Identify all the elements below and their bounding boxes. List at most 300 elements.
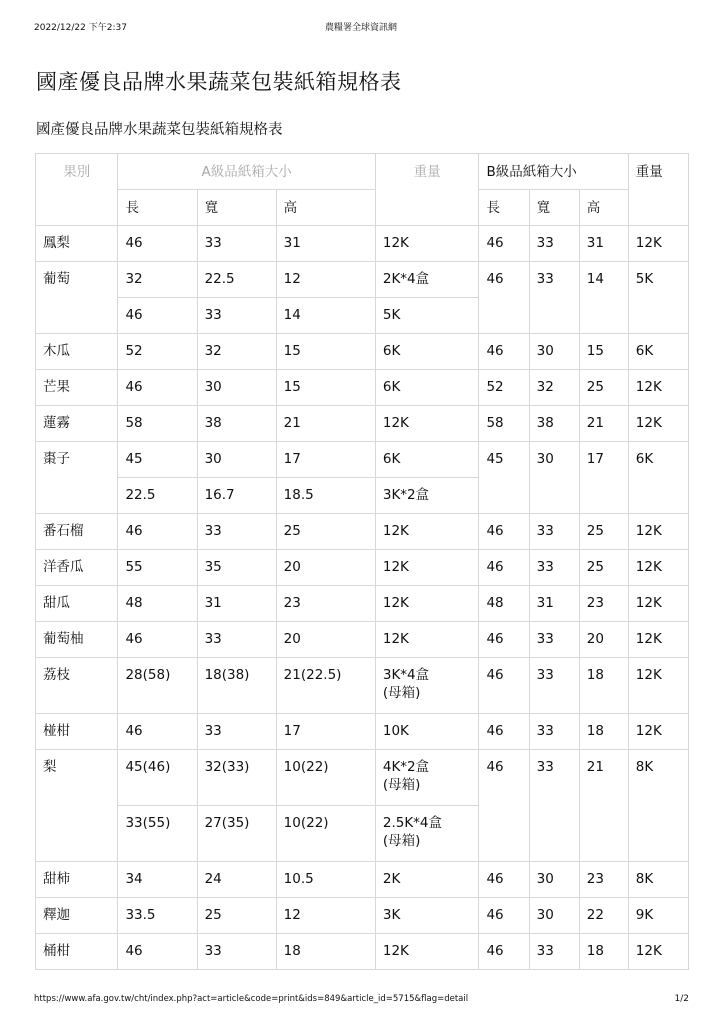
- b-width: [529, 750, 579, 862]
- fruit-name-text: 鳳梨: [43, 235, 70, 251]
- fruit-name-text: 釋迦: [43, 907, 70, 923]
- header-a-height: 高: [276, 190, 375, 226]
- a-length: [118, 262, 197, 298]
- a-width-text: 30: [204, 379, 222, 395]
- b-height-text: 18: [586, 667, 604, 683]
- a-weight-text: 12K: [382, 235, 409, 251]
- b-height-text: 17: [586, 451, 604, 467]
- a-width: [197, 622, 276, 658]
- a-width-text: 32(33): [204, 759, 250, 775]
- a-length-text: 46: [125, 307, 143, 323]
- a-height-text: 14: [283, 307, 301, 323]
- a-weight-text: 4K*2盒: [382, 759, 430, 775]
- b-width-text: 30: [536, 907, 554, 923]
- a-width: [197, 714, 276, 750]
- fruit-name: [36, 714, 118, 750]
- a-width-text: 35: [204, 559, 222, 575]
- fruit-name: [36, 262, 118, 334]
- a-width: [197, 658, 276, 714]
- a-weight-text: 12K: [382, 943, 409, 959]
- b-length-text: 52: [486, 379, 504, 395]
- b-height-text: 14: [586, 271, 604, 287]
- a-weight-text: 12K: [382, 415, 409, 431]
- b-width: [529, 862, 579, 898]
- a-width-text: 18(38): [204, 667, 250, 683]
- a-height: [276, 442, 375, 478]
- b-width: [529, 334, 579, 370]
- b-height-text: 15: [586, 343, 604, 359]
- a-width-text: 33: [204, 631, 222, 647]
- header-b-length: 長: [479, 190, 529, 226]
- a-height-text: 10(22): [283, 759, 329, 775]
- b-length: [479, 862, 529, 898]
- b-height-text: 21: [586, 415, 604, 431]
- b-length: [479, 514, 529, 550]
- a-height-text: 12: [283, 271, 301, 287]
- a-weight-text: 12K: [382, 523, 409, 539]
- b-width-text: 33: [536, 235, 554, 251]
- fruit-name-text: 番石榴: [43, 523, 84, 539]
- b-width-text: 30: [536, 871, 554, 887]
- b-width: [529, 262, 579, 334]
- a-height-text: 20: [283, 631, 301, 647]
- b-weight: [628, 586, 688, 622]
- b-weight-text: 12K: [635, 943, 662, 959]
- a-height: [276, 370, 375, 406]
- a-width: [197, 862, 276, 898]
- a-weight: [375, 262, 479, 298]
- a-width-text: 24: [204, 871, 222, 887]
- a-width: [197, 550, 276, 586]
- a-length-text: 55: [125, 559, 143, 575]
- b-width: [529, 442, 579, 514]
- table-row: [36, 750, 689, 806]
- b-length-text: 46: [486, 235, 504, 251]
- b-width-text: 33: [536, 759, 554, 775]
- a-weight: [375, 714, 479, 750]
- a-weight-text: 6K: [382, 379, 401, 395]
- a-weight-text: 6K: [382, 343, 401, 359]
- a-height-text: 25: [283, 523, 301, 539]
- a-weight-text: 3K*2盒: [382, 487, 430, 503]
- a-length-text: 48: [125, 595, 143, 611]
- b-weight-text: 8K: [635, 871, 654, 887]
- fruit-name: [36, 406, 118, 442]
- a-weight-text: 5K: [382, 307, 401, 323]
- a-length-text: 46: [125, 379, 143, 395]
- b-height-text: 25: [586, 379, 604, 395]
- b-height-text: 25: [586, 523, 604, 539]
- b-height: [579, 750, 628, 862]
- a-length-text: 28(58): [125, 667, 171, 683]
- b-width: [529, 514, 579, 550]
- fruit-name: [36, 898, 118, 934]
- a-width: [197, 586, 276, 622]
- b-weight-text: 12K: [635, 415, 662, 431]
- b-height: [579, 934, 628, 970]
- fruit-name: [36, 442, 118, 514]
- a-weight: [375, 478, 479, 514]
- b-length: [479, 334, 529, 370]
- header-a-grade: A級品紙箱大小: [118, 154, 375, 190]
- a-width-text: 30: [204, 451, 222, 467]
- a-height: [276, 862, 375, 898]
- b-height: [579, 550, 628, 586]
- b-length-text: 45: [486, 451, 504, 467]
- b-weight: [628, 934, 688, 970]
- header-row: [36, 154, 689, 190]
- a-length: [118, 550, 197, 586]
- b-height: [579, 514, 628, 550]
- table-row: [36, 862, 689, 898]
- a-weight-text: 2K*4盒: [382, 271, 430, 287]
- fruit-name: [36, 334, 118, 370]
- b-weight-text: 12K: [635, 667, 662, 683]
- a-width-text: 22.5: [204, 271, 235, 287]
- fruit-name: [36, 622, 118, 658]
- b-height-text: 18: [586, 943, 604, 959]
- a-height: [276, 586, 375, 622]
- b-length-text: 46: [486, 943, 504, 959]
- b-weight: [628, 334, 688, 370]
- fruit-name-text: 椪柑: [43, 723, 70, 739]
- b-length-text: 46: [486, 667, 504, 683]
- a-weight: [375, 370, 479, 406]
- a-height: [276, 478, 375, 514]
- table-caption: 國產優良品牌水果蔬菜包裝紙箱規格表: [36, 122, 283, 138]
- a-width-text: 33: [204, 307, 222, 323]
- a-height-text: 10(22): [283, 815, 329, 831]
- a-weight-text: 6K: [382, 451, 401, 467]
- a-length: [118, 806, 197, 862]
- spec-table-body: [36, 226, 689, 970]
- b-length-text: 46: [486, 343, 504, 359]
- b-height: [579, 862, 628, 898]
- a-width: [197, 750, 276, 806]
- a-height: [276, 750, 375, 806]
- b-weight: [628, 750, 688, 862]
- a-length-text: 46: [125, 723, 143, 739]
- page-number: 1/2: [674, 994, 689, 1004]
- a-length: [118, 658, 197, 714]
- a-height: [276, 658, 375, 714]
- a-height: [276, 714, 375, 750]
- a-width-text: 31: [204, 595, 222, 611]
- b-weight-text: 12K: [635, 723, 662, 739]
- b-width: [529, 622, 579, 658]
- b-length-text: 46: [486, 631, 504, 647]
- fruit-name-text: 洋香瓜: [43, 559, 84, 575]
- a-length: [118, 622, 197, 658]
- a-weight-note: (母箱): [382, 685, 421, 701]
- a-width: [197, 226, 276, 262]
- b-length-text: 46: [486, 271, 504, 287]
- b-length-text: 46: [486, 759, 504, 775]
- a-length: [118, 370, 197, 406]
- b-width: [529, 898, 579, 934]
- a-height-text: 31: [283, 235, 301, 251]
- b-width-text: 31: [536, 595, 554, 611]
- b-width: [529, 586, 579, 622]
- b-height-text: 23: [586, 595, 604, 611]
- b-weight-text: 12K: [635, 559, 662, 575]
- b-height: [579, 714, 628, 750]
- a-height-text: 10.5: [283, 871, 314, 887]
- header-b-height: 高: [579, 190, 628, 226]
- a-height: [276, 622, 375, 658]
- a-length: [118, 478, 197, 514]
- a-weight: [375, 586, 479, 622]
- b-height: [579, 334, 628, 370]
- fruit-name: [36, 550, 118, 586]
- header-a-width: 寬: [197, 190, 276, 226]
- b-length: [479, 750, 529, 862]
- b-weight-text: 9K: [635, 907, 654, 923]
- b-length: [479, 262, 529, 334]
- b-weight: [628, 862, 688, 898]
- b-length-text: 46: [486, 871, 504, 887]
- a-length-text: 33.5: [125, 907, 156, 923]
- b-width-text: 33: [536, 723, 554, 739]
- a-weight: [375, 750, 479, 806]
- b-weight-text: 12K: [635, 631, 662, 647]
- fruit-name: [36, 370, 118, 406]
- a-weight-note: (母箱): [382, 777, 421, 793]
- fruit-name-text: 荔枝: [43, 667, 70, 683]
- header-b-weight: 重量: [628, 154, 688, 226]
- fruit-name: [36, 514, 118, 550]
- a-height-text: 15: [283, 379, 301, 395]
- a-width-text: 27(35): [204, 815, 250, 831]
- table-row: [36, 550, 689, 586]
- a-width: [197, 806, 276, 862]
- a-length-text: 22.5: [125, 487, 156, 503]
- table-row: [36, 442, 689, 478]
- b-length: [479, 714, 529, 750]
- b-height-text: 22: [586, 907, 604, 923]
- fruit-name: [36, 862, 118, 898]
- a-width: [197, 442, 276, 478]
- b-weight-text: 5K: [635, 271, 654, 287]
- b-height: [579, 658, 628, 714]
- b-length-text: 46: [486, 559, 504, 575]
- b-height-text: 31: [586, 235, 604, 251]
- a-length: [118, 442, 197, 478]
- a-length-text: 46: [125, 631, 143, 647]
- a-width: [197, 406, 276, 442]
- a-weight-text: 3K: [382, 907, 401, 923]
- table-row: [36, 714, 689, 750]
- subheader-row: [36, 190, 689, 226]
- fruit-name-text: 葡萄柚: [43, 631, 84, 647]
- a-length-text: 45: [125, 451, 143, 467]
- a-length: [118, 406, 197, 442]
- print-site-name: 農糧署全球資訊網: [324, 23, 397, 33]
- a-weight-text: 3K*4盒: [382, 667, 430, 683]
- a-length: [118, 334, 197, 370]
- a-height: [276, 806, 375, 862]
- print-datetime: 2022/12/22 下午2:37: [34, 23, 127, 33]
- b-width-text: 33: [536, 523, 554, 539]
- a-height: [276, 298, 375, 334]
- b-height: [579, 370, 628, 406]
- a-height: [276, 226, 375, 262]
- a-length-text: 33(55): [125, 815, 171, 831]
- a-height: [276, 262, 375, 298]
- b-width: [529, 406, 579, 442]
- fruit-name-text: 棗子: [43, 451, 70, 467]
- b-length: [479, 934, 529, 970]
- a-length: [118, 226, 197, 262]
- b-length: [479, 658, 529, 714]
- b-weight: [628, 622, 688, 658]
- table-row: [36, 406, 689, 442]
- fruit-name-text: 芒果: [43, 379, 70, 395]
- a-weight: [375, 862, 479, 898]
- b-width-text: 33: [536, 631, 554, 647]
- table-row: [36, 334, 689, 370]
- a-width: [197, 478, 276, 514]
- a-height-text: 20: [283, 559, 301, 575]
- b-weight: [628, 226, 688, 262]
- b-length-text: 58: [486, 415, 504, 431]
- b-length: [479, 550, 529, 586]
- a-length: [118, 714, 197, 750]
- table-row: [36, 898, 689, 934]
- fruit-name: [36, 658, 118, 714]
- a-length-text: 46: [125, 235, 143, 251]
- b-weight: [628, 898, 688, 934]
- b-height: [579, 898, 628, 934]
- a-width-text: 25: [204, 907, 222, 923]
- a-width-text: 16.7: [204, 487, 235, 503]
- a-weight: [375, 334, 479, 370]
- a-length-text: 46: [125, 523, 143, 539]
- table-row: [36, 658, 689, 714]
- b-width-text: 30: [536, 451, 554, 467]
- a-length-text: 45(46): [125, 759, 171, 775]
- a-width: [197, 262, 276, 298]
- a-height-text: 15: [283, 343, 301, 359]
- a-length: [118, 514, 197, 550]
- b-weight: [628, 514, 688, 550]
- a-height: [276, 514, 375, 550]
- b-width-text: 33: [536, 943, 554, 959]
- header-b-grade: B級品紙箱大小: [479, 154, 628, 190]
- b-width: [529, 550, 579, 586]
- a-length: [118, 898, 197, 934]
- fruit-name-text: 葡萄: [43, 271, 70, 287]
- a-height-text: 23: [283, 595, 301, 611]
- a-length: [118, 862, 197, 898]
- fruit-name-text: 蓮霧: [43, 415, 70, 431]
- a-weight: [375, 934, 479, 970]
- b-weight: [628, 262, 688, 334]
- a-weight: [375, 298, 479, 334]
- a-width-text: 33: [204, 943, 222, 959]
- b-weight-text: 12K: [635, 235, 662, 251]
- a-height-text: 18: [283, 943, 301, 959]
- a-length-text: 34: [125, 871, 143, 887]
- a-width-text: 32: [204, 343, 222, 359]
- b-width-text: 33: [536, 667, 554, 683]
- a-weight-text: 2.5K*4盒: [382, 815, 443, 831]
- header-a-length: 長: [118, 190, 197, 226]
- a-weight-text: 12K: [382, 559, 409, 575]
- b-weight-text: 8K: [635, 759, 654, 775]
- b-weight-text: 12K: [635, 523, 662, 539]
- table-row: [36, 622, 689, 658]
- header-b-width: 寬: [529, 190, 579, 226]
- b-height-text: 23: [586, 871, 604, 887]
- a-height: [276, 334, 375, 370]
- b-length: [479, 586, 529, 622]
- a-length: [118, 298, 197, 334]
- a-height-text: 17: [283, 451, 301, 467]
- a-height-text: 21: [283, 415, 301, 431]
- table-row: [36, 226, 689, 262]
- b-length: [479, 370, 529, 406]
- fruit-name-text: 甜瓜: [43, 595, 70, 611]
- a-weight: [375, 514, 479, 550]
- b-height-text: 20: [586, 631, 604, 647]
- page-title: 國產優良品牌水果蔬菜包裝紙箱規格表: [36, 70, 402, 94]
- a-length-text: 52: [125, 343, 143, 359]
- b-length: [479, 406, 529, 442]
- b-weight-text: 12K: [635, 379, 662, 395]
- a-height: [276, 898, 375, 934]
- fruit-name-text: 木瓜: [43, 343, 70, 359]
- a-weight: [375, 406, 479, 442]
- b-length: [479, 226, 529, 262]
- b-width: [529, 714, 579, 750]
- fruit-name-text: 甜柿: [43, 871, 70, 887]
- b-width: [529, 370, 579, 406]
- b-weight: [628, 406, 688, 442]
- b-width: [529, 934, 579, 970]
- b-height: [579, 622, 628, 658]
- b-weight: [628, 370, 688, 406]
- b-length-text: 46: [486, 723, 504, 739]
- a-weight: [375, 658, 479, 714]
- b-length-text: 46: [486, 523, 504, 539]
- a-weight-text: 10K: [382, 723, 409, 739]
- fruit-name: [36, 750, 118, 862]
- a-width-text: 38: [204, 415, 222, 431]
- b-height: [579, 226, 628, 262]
- b-weight: [628, 442, 688, 514]
- b-height: [579, 406, 628, 442]
- b-height-text: 21: [586, 759, 604, 775]
- table-row: [36, 370, 689, 406]
- a-height-text: 12: [283, 907, 301, 923]
- b-width-text: 30: [536, 343, 554, 359]
- b-weight-text: 12K: [635, 595, 662, 611]
- a-weight: [375, 806, 479, 862]
- b-height: [579, 586, 628, 622]
- a-weight-text: 2K: [382, 871, 401, 887]
- a-height-text: 21(22.5): [283, 667, 342, 683]
- b-weight: [628, 658, 688, 714]
- a-width: [197, 898, 276, 934]
- print-url: https://www.afa.gov.tw/cht/index.php?act=article&code=print&ids=849&article_id=5715&flag=detail: [34, 994, 469, 1004]
- b-height: [579, 442, 628, 514]
- a-weight: [375, 442, 479, 478]
- b-length: [479, 442, 529, 514]
- b-length-text: 46: [486, 907, 504, 923]
- a-width-text: 33: [204, 523, 222, 539]
- b-width: [529, 226, 579, 262]
